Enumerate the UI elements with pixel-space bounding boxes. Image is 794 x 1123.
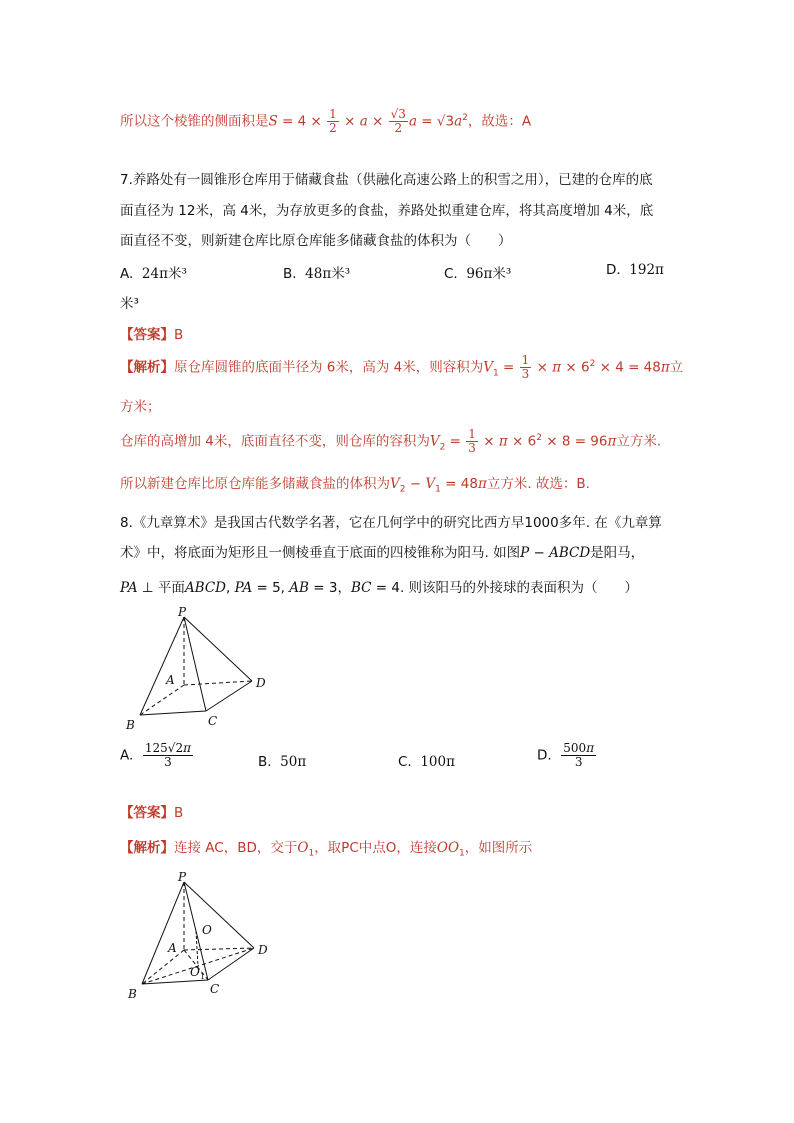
label-a: A [168, 941, 177, 955]
label-o: O [202, 923, 212, 937]
q7-option-b: B. 48π米³ [283, 266, 351, 282]
q8-option-b: B. 50π [258, 754, 307, 770]
edge-bc [140, 711, 206, 715]
edge-ad [184, 681, 252, 685]
q7-answer: 【答案】B [120, 327, 184, 343]
edge-pb [140, 617, 184, 715]
q7-stem-line1: 7.养路处有一圆锥形仓库用于储藏食盐（供融化高速公路上的积雪之用），已建的仓库的底 [120, 172, 653, 188]
label-p: P [178, 605, 187, 619]
q8-stem-line3: PA ⊥ 平面ABCD, PA = 5, AB = 3，BC = 4. 则该阳马的外接球的表面积为（ ） [120, 580, 639, 596]
edge-ab [142, 950, 184, 984]
q7-option-d-cont: 米³ [120, 296, 139, 312]
q7-analysis-line1: 【解析】原仓库圆锥的底面半径为 6米，高为 4米，则容积为$V_1$ = $\frac{1}{3}$ × $\pi \times 6^2 \times 4 = 48\pi$立 [120, 353, 684, 382]
edge-ad [184, 948, 254, 950]
edge-pd [184, 617, 252, 681]
q8-stem-line2: 术》中，将底面为矩形且一侧棱垂直于底面的四棱锥称为阳马. 如图P − ABCD是阳马， [120, 545, 645, 561]
label-b: B [128, 987, 137, 1001]
edge-cd [206, 681, 252, 711]
pyramid-figure-2 [110, 872, 280, 1002]
q7-option-c: C. 96π米³ [444, 266, 512, 282]
label-p: P [178, 872, 187, 884]
label-a: A [166, 673, 175, 687]
pyramid-figure-1 [110, 605, 280, 735]
edge-cd [208, 948, 254, 980]
q7-stem-line3: 面直径不变，则新建仓库比原仓库能多储藏食盐的体积为（ ） [120, 233, 512, 249]
q8-option-c: C. 100π [398, 754, 455, 770]
edge-pb [142, 882, 184, 984]
q6-conclusion-text: 所以这个棱锥的侧面积是 [120, 113, 269, 130]
label-d: D [258, 943, 268, 957]
q7-analysis-line1-cont: 方米； [120, 399, 161, 415]
q8-answer: 【答案】B [120, 805, 184, 821]
edge-pc [184, 617, 206, 711]
q6-answer: A [521, 113, 532, 130]
edge-pd [184, 882, 254, 948]
q7-analysis-line3: 所以新建仓库比原仓库能多储藏食盐的体积为$V_2 - V_1 = 48\pi$立方米. 故选：B. [120, 476, 590, 495]
q8-option-a: A. $\frac{125√2\pi}{3}$ [120, 741, 191, 770]
q7-analysis-line2: 仓库的高增加 4米，底面直径不变，则仓库的容积为$V_2$ = $\frac{1}{3}$ × $\pi \times 6^2 \times 8 = 96\pi$立方米. [120, 427, 662, 456]
label-o1: O [190, 965, 200, 979]
label-c: C [208, 714, 218, 728]
label-d: D [256, 676, 266, 690]
q7-option-a: A. 24π米³ [120, 266, 187, 282]
q8-option-d: D. $\frac{500\pi}{3}$ [537, 741, 595, 770]
q7-stem-line2: 面直径为 12米，高 4米，为存放更多的食盐，养路处拟重建仓库，将其高度增加 4米，底 [120, 203, 654, 219]
q8-stem-line1: 8.《九章算术》是我国古代数学名著，它在几何学中的研究比西方早1000多年. 在《九章算 [120, 515, 662, 531]
q7-option-d: D. 192π [606, 262, 664, 278]
q8-analysis: 【解析】连接 AC，BD，交于$O_1$，取PC中点O，连接$OO_1$，如图所示 [120, 840, 533, 859]
label-o1-subscript: 1 [200, 972, 206, 981]
label-b: B [126, 718, 135, 732]
q6-conclusion-choose: ，故选： [467, 113, 522, 130]
q6-conclusion: 所以这个棱锥的侧面积是S = 4 × $\frac{1}{2}$ × a × $\frac{√3}{2}$ $a = √3a^2$，故选：A [120, 107, 532, 136]
label-c: C [210, 982, 220, 996]
